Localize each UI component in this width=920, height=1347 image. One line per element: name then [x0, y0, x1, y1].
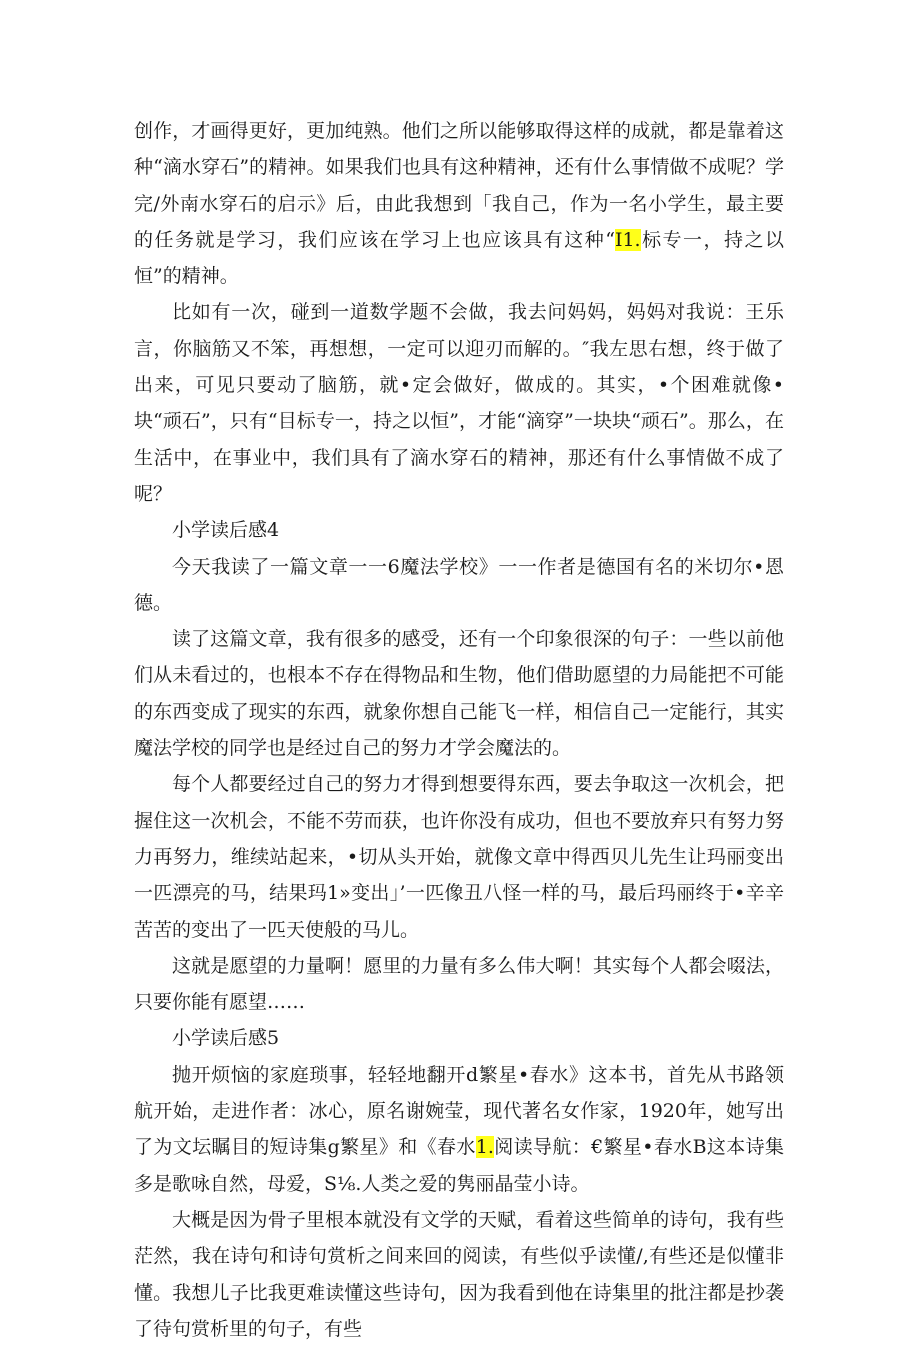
text-run: 今天我读了一篇文章一一6魔法学校》一一作者是德国有名的米切尔•恩德。	[134, 555, 784, 614]
highlighted-text: I1.	[614, 228, 641, 251]
text-run: 读了这篇文章，我有很多的感受，还有一个印象很深的句子：一些以前他们从未看过的，也根本不存在得物品和生物，他们借助愿望的力局能把不可能的东西变成了现实的东西，就象你想自己能飞一样，相信自己一定能行，其实魔法学校的同学也是经过自己的努力才学会魔法的。	[134, 628, 784, 760]
section-heading-4	[134, 512, 784, 548]
text-run: 创作，才画得更好，更加纯熟。他们之所以能够取得这样的成就，都是靠着这种“滴水穿石”的精神。如果我们也具有这种精神，还有什么事情做不成呢？学完/外南水穿石的启示》后，由此我想到「我自己，作为一名小学生，最主要的任务就是学习，我们应该在学习上也应该具有这种“	[134, 120, 784, 251]
paragraph-7	[134, 1057, 784, 1202]
heading-text: 小学读后感4	[172, 519, 280, 542]
text-run: 大概是因为骨子里根本就没有文学的天赋，看着这些简单的诗句，我有些茫然，我在诗句和诗句赏析之间来回的阅读，有些似乎读懂/,有些还是似懂非懂。我想儿子比我更难读懂这些诗句，因为我看到他在诗集里的批注都是抄袭了待句赏析里的句子，有些	[134, 1208, 784, 1340]
paragraph-5	[134, 766, 784, 947]
paragraph-4	[134, 621, 784, 766]
document-page	[134, 113, 784, 1347]
paragraph-8	[134, 1202, 784, 1347]
text-run: 这就是愿望的力量啊！愿里的力量有多么伟大啊！其实每个人都会啜法，只要你能有愿望……	[134, 954, 784, 1014]
paragraph-1	[134, 113, 784, 294]
paragraph-3	[134, 549, 784, 622]
text-run: 每个人都要经过自己的努力才得到想要得东西，要去争取这一次机会，把握住这一次机会，不能不劳而获，也许你没有成功，但也不要放弃只有努力努力再努力，维续站起来，•切从头开始，就像文章中得西贝儿先生让玛丽变出一匹漂亮的马，结果玛1»变出」’一匹像丑八怪一样的马，最后玛丽终于•辛辛苦苦的变出了一匹天使般的马儿。	[134, 773, 784, 941]
paragraph-2	[134, 294, 784, 512]
heading-text: 小学读后感5	[172, 1027, 280, 1050]
section-heading-5	[134, 1020, 784, 1056]
text-run: 抛开烦恼的家庭琐事，轻轻地翻开d繁星•春水》这本书，首先从书路领航开始，走进作者：冰心，原名谢婉莹，现代著名女作家，1920年，她写出了为文坛瞩目的短诗集g繁星》和《春水	[134, 1063, 784, 1159]
text-run: 比如有一次，碰到一道数学题不会做，我去问妈妈，妈妈对我说：王乐言，你脑筋又不笨，再想想，一定可以迎刃而解的。″我左思右想，终于做了出来，可见只要动了脑筋，就•定会做好，做成的。其实，•个困难就像•块“顽石”，只有“目标专一，持之以恒”，才能“滴穿”一块块“顽石”。那么，在生活中，在事业中，我们具有了滴水穿石的精神，那还有什么事情做不成了呢？	[134, 301, 784, 505]
text-run: 阅读导航：€繁星•春水B这本诗集多是歌咏自然，母爱，S⅛.人类之爱的隽丽晶莹小诗。	[134, 1136, 784, 1195]
highlighted-text: 1.	[475, 1136, 494, 1159]
text-run: 标专一，持之以恒”的精神。	[134, 228, 784, 288]
paragraph-6	[134, 948, 784, 1021]
